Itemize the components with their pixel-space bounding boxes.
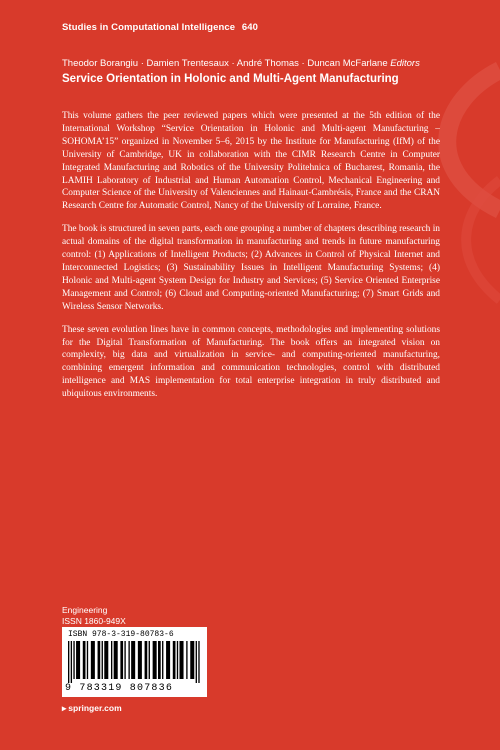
barcode-bar (138, 641, 142, 679)
series-line (62, 22, 258, 33)
barcode-digits: 9 783319 807836 (65, 683, 174, 694)
barcode-bar (173, 641, 176, 679)
editor-names: Theodor Borangiu · Damien Trentesaux · André Thomas · Duncan McFarlane (62, 58, 388, 69)
barcode-bar (91, 641, 95, 679)
barcode-bar (162, 641, 163, 679)
publisher-link[interactable] (62, 703, 122, 714)
barcode-bar (124, 641, 125, 679)
barcode-bar (196, 641, 197, 683)
series-name: Studies in Computational Intelligence (62, 22, 236, 33)
barcode-bar (198, 641, 199, 683)
barcode-bar (98, 641, 101, 679)
isbn-label: ISBN 978-3-319-80783-6 (68, 630, 174, 639)
barcode-bar (190, 641, 194, 679)
barcode-bar (120, 641, 123, 679)
book-title: Service Orientation in Holonic and Multi-Agent Manufacturing (62, 73, 399, 85)
barcode-bar (73, 641, 74, 679)
barcode-bar (71, 641, 72, 683)
series-volume: 640 (241, 22, 259, 33)
barcode-bar (111, 641, 112, 679)
barcode-bar (87, 641, 88, 679)
barcode-bar (149, 641, 150, 679)
barcode-bar (186, 641, 187, 679)
blurb-paragraph-2: The book is structured in seven parts, each one grouping a number of chapters describing research in actual domains of the digital transformation in manufacturing and trends in future manufacturing control: (1) Applications of Intelligent Products; (2) Advances in Control of Physical Internet and Interconnected Logistics; (3) Sustainability Issues in Intelligent Manufacturing Systems; (4) Holonic and Multi-agent System Design for Industry and Services; (5) Service Oriented Enterprise Management and Control; (6) Cloud and Computing-oriented Manufacturing; (7) Smart Grids and Wireless Sensor Networks. (62, 224, 440, 312)
barcode-bar (83, 641, 86, 679)
issn-label: ISSN 1860-949X (62, 616, 126, 626)
barcode-bar (158, 641, 161, 679)
blurb-paragraph-3: These seven evolution lines have in common concepts, methodologies and implementing solutions for the Digital Transformation of Manufacturing. The book offers an integrated vision on complexity, big data and virtualization in service- and computing-oriented manufacturing, combining emergent information and communication technologies, control with distributed intelligence and MAS implementation for total enterprise integration in truly distributed and ubiquitous environments. (62, 324, 440, 400)
arrow-icon: ▸ (62, 703, 67, 713)
barcode-bar (104, 641, 108, 679)
subject-label: Engineering (62, 605, 108, 615)
barcode-bar (145, 641, 148, 679)
barcode-bar (128, 641, 129, 679)
blurb-paragraph-1: This volume gathers the peer reviewed papers which were presented at the 5th edition of the International Workshop “Service Orientation in Holonic and Multi-agent Manufacturing – SOHOMA’15” organized in November 5–6, 2015 by the Institute for Manufacturing (IfM) of the University of Cambridge, UK in collaboration with the CIMR Research Centre in Computer Integrated Manufacturing and Robotics of the University Politehnica of Bucharest, Romania, the LAMIH Laboratory of Industrial and Human Automation Control, Mechanical Engineering and Computer Science of the University of Valenciennes and Hainaut-Cambrésis, France and the CRAN Research Centre for Automatic Control, Nancy of the University of Lorraine, France. (62, 111, 440, 212)
barcode-bar (76, 641, 80, 679)
barcode-bar (131, 641, 135, 679)
barcode-bar (166, 641, 170, 679)
subject-block (62, 605, 126, 627)
barcode-bar (102, 641, 103, 679)
barcode-bar (68, 641, 69, 683)
editors-line (62, 58, 420, 69)
barcode-bar (153, 641, 157, 679)
barcode-bar (180, 641, 184, 679)
barcode-bars (68, 641, 201, 683)
isbn-barcode (62, 627, 207, 697)
barcode-bar (177, 641, 178, 679)
editors-suffix: Editors (390, 58, 420, 69)
publisher-url: springer.com (68, 703, 122, 713)
barcode-bar (114, 641, 118, 679)
blurb (62, 110, 440, 411)
